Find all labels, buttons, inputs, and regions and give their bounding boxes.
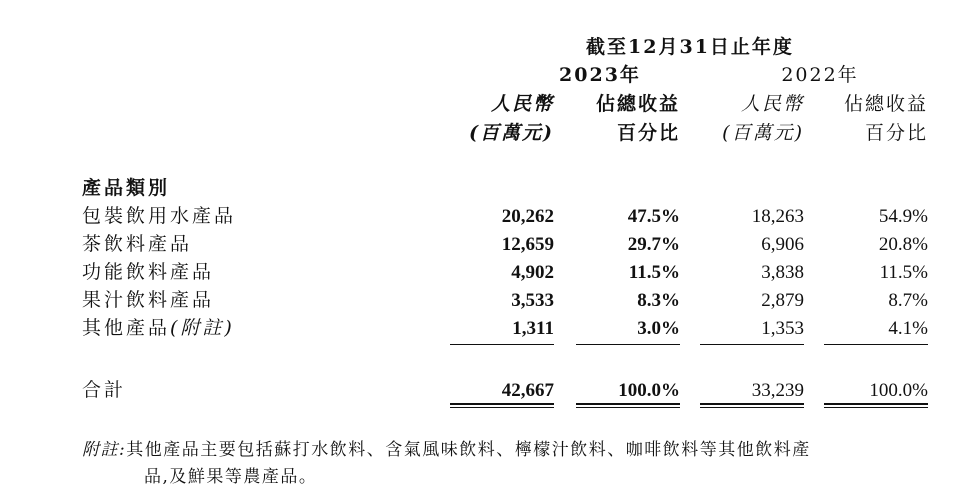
row-rmb-2023: 4,902 xyxy=(511,262,554,283)
row-rmb-2023: 12,659 xyxy=(501,234,554,255)
row-label xyxy=(82,319,235,338)
row-pct-2022: 20.8% xyxy=(878,234,928,255)
total-rmb-2022: 33,239 xyxy=(751,380,804,401)
row-label-text: 其他產品 xyxy=(82,317,171,339)
row-pct-2023: 29.7% xyxy=(627,234,680,255)
total-label: 合計 xyxy=(82,379,127,401)
col-pct-unit-2023: 百分比 xyxy=(616,122,680,144)
total-rule2-pct-2023 xyxy=(576,407,680,408)
subtotal-rule-pct-2022 xyxy=(824,344,928,345)
row-label: 茶飲料產品 xyxy=(82,233,193,255)
col-pct-2023: 佔總收益 xyxy=(595,93,680,115)
footnote-line-2: 品,及鮮果等農產品。 xyxy=(144,467,318,487)
col-rmb-unit-2023: (百萬元) xyxy=(469,122,554,144)
total-rule-rmb-2022 xyxy=(700,403,804,405)
total-pct-2022: 100.0% xyxy=(869,380,928,401)
row-pct-2023: 47.5% xyxy=(627,206,680,227)
row-label: 果汁飲料產品 xyxy=(82,289,215,311)
footnote-line-1 xyxy=(82,442,811,459)
row-rmb-2022: 18,263 xyxy=(751,206,804,227)
subtotal-rule-rmb-2022 xyxy=(700,344,804,345)
total-rule-pct-2023 xyxy=(576,403,680,405)
total-rule2-rmb-2023 xyxy=(450,407,554,408)
total-rmb-2023: 42,667 xyxy=(501,380,554,401)
row-rmb-2022: 2,879 xyxy=(761,290,804,311)
total-rule-pct-2022 xyxy=(824,403,928,405)
row-rmb-2022: 1,353 xyxy=(761,318,804,339)
row-pct-2022: 4.1% xyxy=(888,318,928,339)
row-label-note: (附註) xyxy=(170,317,235,339)
year-current-heading: 2023年 xyxy=(559,64,641,86)
year-prior-heading: 2022年 xyxy=(781,64,859,86)
row-rmb-2023: 20,262 xyxy=(501,206,554,227)
total-rule2-pct-2022 xyxy=(824,407,928,408)
col-pct-unit-2022: 百分比 xyxy=(864,122,928,144)
row-pct-2023: 11.5% xyxy=(628,262,680,283)
row-rmb-2022: 6,906 xyxy=(761,234,804,255)
footnote-prefix: 附註: xyxy=(82,440,127,460)
row-pct-2022: 11.5% xyxy=(879,262,928,283)
col-pct-2022: 佔總收益 xyxy=(843,93,928,115)
col-rmb-2022: 人民幣 xyxy=(740,93,804,115)
col-rmb-2023: 人民幣 xyxy=(490,93,554,115)
section-title: 產品類別 xyxy=(82,177,171,199)
row-rmb-2023: 1,311 xyxy=(512,318,554,339)
subtotal-rule-pct-2023 xyxy=(576,344,680,345)
row-pct-2022: 54.9% xyxy=(878,206,928,227)
row-pct-2022: 8.7% xyxy=(888,290,928,311)
row-label: 功能飲料產品 xyxy=(82,261,215,283)
row-rmb-2022: 3,838 xyxy=(761,262,804,283)
row-rmb-2023: 3,533 xyxy=(511,290,554,311)
subtotal-rule-rmb-2023 xyxy=(450,344,554,345)
total-rule2-rmb-2022 xyxy=(700,407,804,408)
row-pct-2023: 8.3% xyxy=(637,290,680,311)
row-pct-2023: 3.0% xyxy=(637,318,680,339)
footnote-text-1: 其他產品主要包括蘇打水飲料、含氣風味飲料、檸檬汁飲料、咖啡飲料等其他飲料產 xyxy=(126,440,811,460)
row-label: 包裝飲用水產品 xyxy=(82,205,237,227)
col-rmb-unit-2022: (百萬元) xyxy=(722,122,804,144)
total-rule-rmb-2023 xyxy=(450,403,554,405)
total-pct-2023: 100.0% xyxy=(618,380,680,401)
period-heading: 截至12月31日止年度 xyxy=(586,36,794,58)
